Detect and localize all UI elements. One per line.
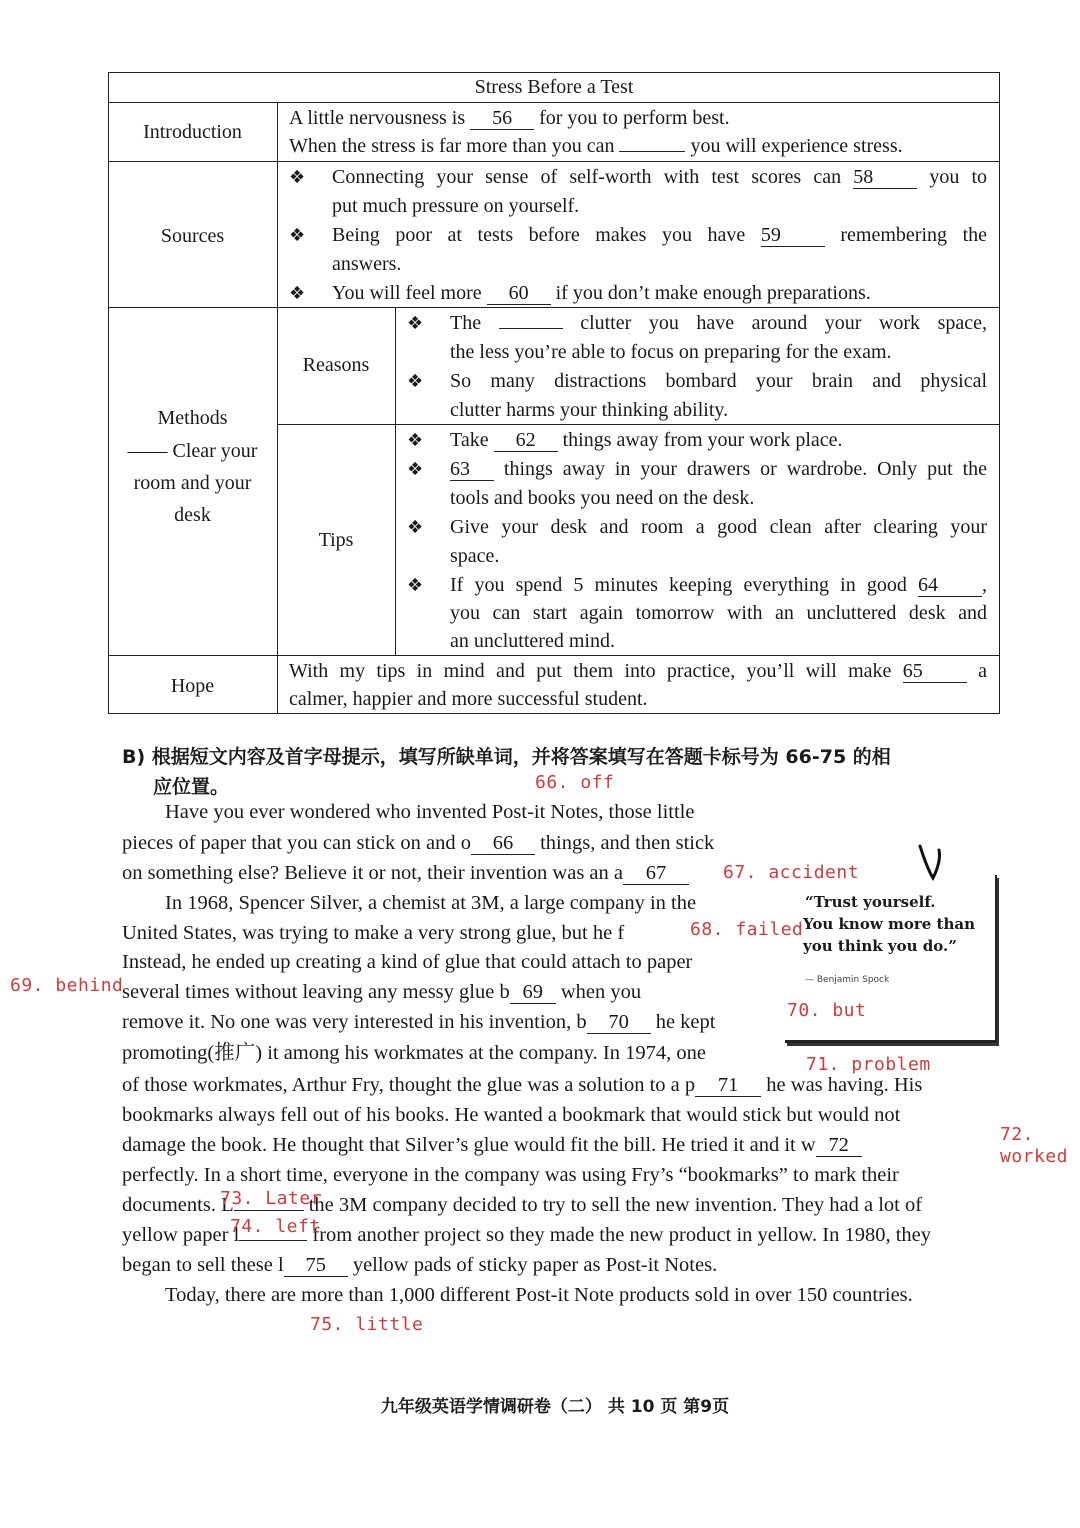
table-rule (108, 102, 1000, 103)
table-rule (395, 307, 396, 655)
blank-60: 60 (487, 282, 551, 305)
blank-56: 56 (470, 107, 534, 130)
reason-1-cont: the less you’re able to focus on preparing for the exam. (450, 341, 892, 363)
tip-4-cont-2: an uncluttered mind. (450, 630, 615, 652)
answer-66: 66. off (535, 772, 615, 793)
bullet-icon: ❖ (407, 517, 424, 538)
hope-line-1: With my tips in mind and put them into practice, you’ll will make 65 a (289, 660, 988, 682)
tip-2-cont: tools and books you need on the desk. (450, 487, 755, 509)
paragraph-line: promoting(推广) it among his workmates at the company. In 1974, one (122, 1042, 706, 1064)
bullet-icon: ❖ (407, 575, 424, 596)
answer-69: 69. behind (10, 975, 124, 996)
quote-line-1: “Trust yourself. (805, 893, 936, 911)
paragraph-line: remove it. No one was very interested in his invention, b 70 he kept (122, 1011, 716, 1033)
answer-71: 71. problem (806, 1054, 931, 1075)
tip-2: 63 things away in your drawers or wardrobe. Only put the (450, 458, 987, 480)
bullet-icon: ❖ (407, 430, 424, 451)
paragraph-line: documents. L the 3M company decided to try to sell the new invention. They had a lot of (122, 1194, 923, 1216)
answer-72-word: worked (1000, 1146, 1069, 1167)
introduction-label: Introduction (143, 121, 242, 143)
blank-70: 70 (587, 1011, 651, 1034)
blank-67: 67 (623, 862, 689, 885)
blank-64: 64 (918, 574, 982, 597)
methods-label-3: room and your (133, 472, 252, 494)
introduction-line-1: A little nervousness is 56 for you to perform best. (289, 107, 730, 129)
blank-73 (234, 1210, 304, 1211)
blank-71: 71 (695, 1074, 761, 1097)
tip-4-cont: you can start again tomorrow with an uncluttered desk and (450, 602, 987, 624)
sources-item-2: Being poor at tests before makes you have 59 remembering the (332, 224, 988, 246)
paragraph-line: Have you ever wondered who invented Post-it Notes, those little (165, 801, 695, 823)
blank-74 (239, 1240, 307, 1241)
blank-59: 59 (761, 224, 825, 247)
paragraph-line: Instead, he ended up creating a kind of glue that could attach to paper (122, 951, 693, 973)
blank-66: 66 (471, 832, 535, 855)
blank-65: 65 (903, 660, 967, 683)
bullet-icon: ❖ (289, 283, 306, 304)
paragraph-line: began to sell these l 75 yellow pads of sticky paper as Post-it Notes. (122, 1254, 718, 1276)
methods-label-4: desk (174, 504, 211, 526)
introduction-line-2: When the stress is far more than you can you will experience stress. (289, 135, 903, 157)
paragraph-line: yellow paper l from another project so they made the new product in yellow. In 1980, they (122, 1224, 932, 1246)
sources-item-1-cont: put much pressure on yourself. (332, 195, 580, 217)
tip-1: Take 62 things away from your work place. (450, 429, 843, 451)
blank-58: 58 (853, 166, 917, 189)
sources-item-3: You will feel more 60 if you don’t make enough preparations. (332, 282, 871, 304)
pen-stroke-icon (915, 842, 947, 882)
blank-57 (619, 151, 685, 152)
answer-74: 74. left (230, 1216, 321, 1237)
methods-label-2: —— Clear your (127, 440, 258, 462)
tip-3-cont: space. (450, 545, 500, 567)
tip-4: If you spend 5 minutes keeping everything in good 64 , (450, 574, 988, 596)
section-b-instruction: B) 根据短文内容及首字母提示，填写所缺单词，并将答案填写在答题卡标号为 66-75 的相 (122, 746, 891, 768)
paragraph-line: In 1968, Spencer Silver, a chemist at 3M, a large company in the (165, 892, 697, 914)
paragraph-line: Today, there are more than 1,000 different Post-it Note products sold in over 150 countries. (165, 1284, 913, 1306)
blank-61 (499, 328, 563, 329)
answer-72: 72. (1000, 1124, 1035, 1145)
quote-line-2: You know more than (803, 915, 975, 933)
sources-item-2-cont: answers. (332, 253, 402, 275)
answer-73: 73. Later (220, 1188, 323, 1209)
paragraph-line: pieces of paper that you can stick on and o 66 things, and then stick (122, 832, 715, 854)
paragraph-line: United States, was trying to make a very strong glue, but he f (122, 922, 625, 944)
paragraph-line: several times without leaving any messy glue b 69 when you (122, 981, 642, 1003)
sources-label: Sources (160, 225, 225, 247)
hope-line-2: calmer, happier and more successful student. (289, 688, 648, 710)
answer-67: 67. accident (723, 862, 860, 883)
table-rule (108, 161, 1000, 162)
paragraph-line: damage the book. He thought that Silver’s glue would fit the bill. He tried it and it w 72 (122, 1130, 862, 1160)
table-rule (277, 102, 278, 714)
blank-75: 75 (284, 1254, 348, 1277)
blank-63: 63 (450, 458, 494, 481)
section-b-instruction-2: 应位置。 (153, 776, 230, 798)
blank-72: 72 (816, 1134, 862, 1157)
tips-label: Tips (318, 529, 354, 551)
reasons-label: Reasons (302, 354, 370, 376)
blank-69: 69 (510, 981, 556, 1004)
reason-1: The clutter you have around your work space, (450, 312, 987, 334)
answer-75: 75. little (310, 1314, 424, 1335)
paragraph-line: perfectly. In a short time, everyone in the company was using Fry’s “bookmarks” to mark their (122, 1164, 899, 1186)
tip-3: Give your desk and room a good clean after clearing your (450, 516, 987, 538)
answer-70: 70. but (787, 1000, 867, 1021)
hope-label: Hope (170, 675, 215, 697)
methods-label: Methods (157, 407, 228, 429)
bullet-icon: ❖ (407, 459, 424, 480)
bullet-icon: ❖ (289, 167, 306, 188)
paragraph-line: of those workmates, Arthur Fry, thought the glue was a solution to a p 71 he was having. His (122, 1074, 923, 1096)
answer-68: 68. failed (690, 919, 804, 940)
quote-author: — Benjamin Spock (805, 975, 890, 985)
bullet-icon: ❖ (407, 371, 424, 392)
table-title: Stress Before a Test (474, 76, 634, 98)
blank-62: 62 (494, 429, 558, 452)
reason-2-cont: clutter harms your thinking ability. (450, 399, 729, 421)
bullet-icon: ❖ (289, 225, 306, 246)
page-footer: 九年级英语学情调研卷（二） 共 10 页 第9页 (380, 1397, 730, 1417)
paragraph-line: bookmarks always fell out of his books. He wanted a bookmark that would stick but would not (122, 1104, 901, 1126)
quote-line-3: you think you do.” (803, 937, 957, 955)
bullet-icon: ❖ (407, 313, 424, 334)
reason-2: So many distractions bombard your brain and physical (450, 370, 987, 392)
sources-item-1: Connecting your sense of self-worth with test scores can 58 you to (332, 166, 988, 188)
paragraph-line: on something else? Believe it or not, their invention was an a 67 (122, 858, 689, 888)
